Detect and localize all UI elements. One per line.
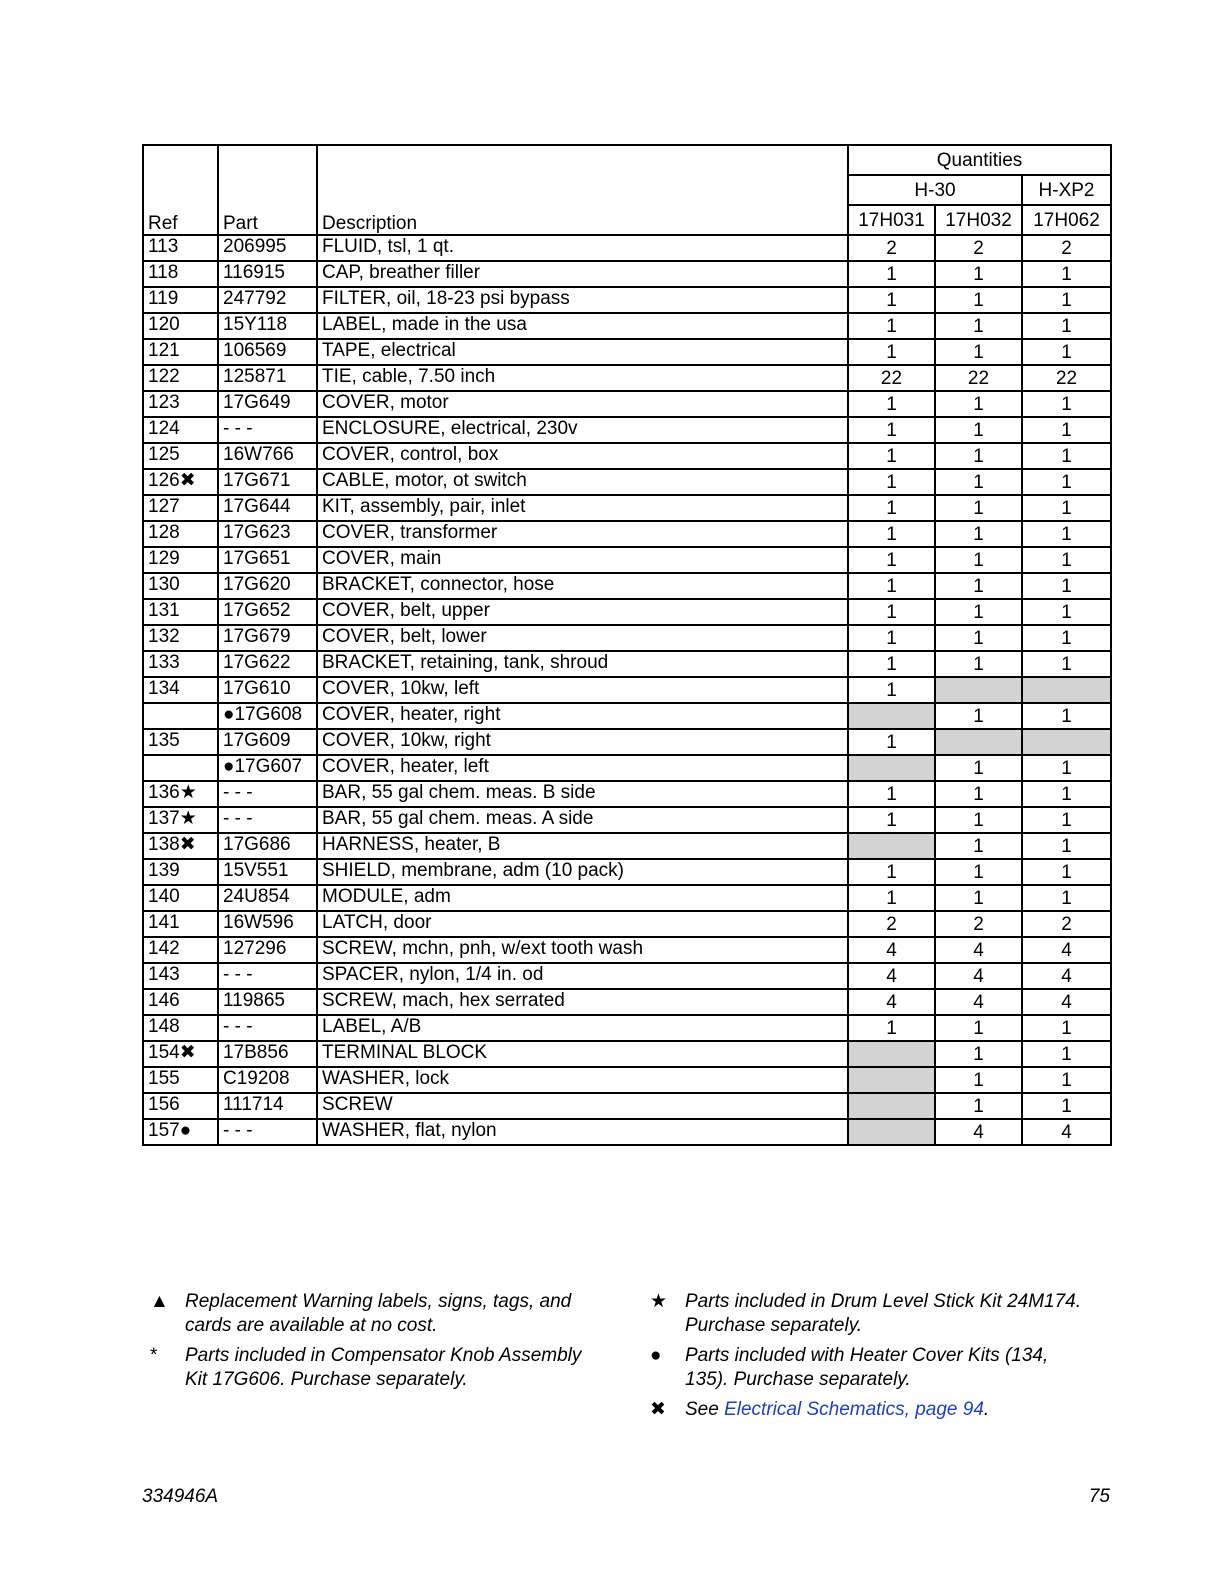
quantity-cell: 1 xyxy=(935,313,1022,339)
star-icon: ★ xyxy=(650,1291,668,1312)
quantity-cell: 4 xyxy=(848,963,935,989)
quantity-cell: 1 xyxy=(848,443,935,469)
quantity-cell: 1 xyxy=(1022,599,1111,625)
part-cell: 125871 xyxy=(218,365,317,391)
quantity-cell: 1 xyxy=(1022,807,1111,833)
ref-cell: 136★ xyxy=(143,781,218,807)
quantity-cell: 1 xyxy=(935,651,1022,677)
part-cell: 16W596 xyxy=(218,911,317,937)
quantity-cell: 1 xyxy=(848,1015,935,1041)
table-row xyxy=(143,443,1111,469)
quantity-cell: 1 xyxy=(1022,833,1111,859)
quantity-cell: 1 xyxy=(935,521,1022,547)
quantity-cell: 4 xyxy=(1022,1119,1111,1145)
description-cell: COVER, belt, lower xyxy=(317,625,848,651)
quantity-cell: 1 xyxy=(1022,1067,1111,1093)
part-cell: 116915 xyxy=(218,261,317,287)
quantity-cell: 1 xyxy=(848,859,935,885)
electrical-schematics-link[interactable]: Electrical Schematics, page 94 xyxy=(724,1399,984,1420)
footnote-text: Parts included with Heater Cover Kits (134, xyxy=(685,1345,1049,1366)
table-row xyxy=(143,1119,1111,1145)
quantity-cell: 2 xyxy=(935,911,1022,937)
quantity-cell: 1 xyxy=(848,469,935,495)
quantity-cell: 4 xyxy=(935,937,1022,963)
header-model: 17H032 xyxy=(935,205,1022,235)
footnote-text: cards are available at no cost. xyxy=(185,1315,438,1336)
quantity-cell: 1 xyxy=(935,1041,1022,1067)
part-cell: 17B856 xyxy=(218,1041,317,1067)
description-cell: SCREW xyxy=(317,1093,848,1119)
table-row xyxy=(143,755,1111,781)
quantity-cell: 4 xyxy=(848,989,935,1015)
footnote-text: Purchase separately. xyxy=(685,1315,863,1336)
description-cell: BRACKET, connector, hose xyxy=(317,573,848,599)
part-cell: 119865 xyxy=(218,989,317,1015)
header-description: Description xyxy=(317,145,848,235)
ref-cell: 127 xyxy=(143,495,218,521)
quantity-cell xyxy=(848,1119,935,1145)
quantity-cell: 1 xyxy=(1022,1093,1111,1119)
table-row xyxy=(143,703,1111,729)
ref-cell: 132 xyxy=(143,625,218,651)
part-cell: 17G686 xyxy=(218,833,317,859)
table-row xyxy=(143,417,1111,443)
ref-cell xyxy=(143,755,218,781)
quantity-cell: 1 xyxy=(935,859,1022,885)
ref-cell: 157● xyxy=(143,1119,218,1145)
quantity-cell: 1 xyxy=(1022,625,1111,651)
ref-cell: 137★ xyxy=(143,807,218,833)
table-row xyxy=(143,339,1111,365)
quantity-cell xyxy=(848,1067,935,1093)
quantity-cell: 1 xyxy=(848,417,935,443)
ref-cell: 120 xyxy=(143,313,218,339)
description-cell: CABLE, motor, ot switch xyxy=(317,469,848,495)
ref-cell: 138✖ xyxy=(143,833,218,859)
quantity-cell: 1 xyxy=(1022,885,1111,911)
quantity-cell: 1 xyxy=(935,261,1022,287)
description-cell: COVER, heater, left xyxy=(317,755,848,781)
ref-cell: 141 xyxy=(143,911,218,937)
quantity-cell: 4 xyxy=(1022,989,1111,1015)
ref-cell: 118 xyxy=(143,261,218,287)
table-row xyxy=(143,391,1111,417)
quantity-cell xyxy=(1022,677,1111,703)
table-row xyxy=(143,365,1111,391)
quantity-cell: 1 xyxy=(848,677,935,703)
part-cell: - - - xyxy=(218,417,317,443)
description-cell: BAR, 55 gal chem. meas. B side xyxy=(317,781,848,807)
table-row xyxy=(143,1041,1111,1067)
header-group-h30: H-30 xyxy=(848,175,1022,205)
description-cell: CAP, breather filler xyxy=(317,261,848,287)
description-cell: COVER, 10kw, left xyxy=(317,677,848,703)
quantity-cell: 4 xyxy=(1022,963,1111,989)
part-cell: - - - xyxy=(218,807,317,833)
part-cell: 17G609 xyxy=(218,729,317,755)
quantity-cell: 1 xyxy=(1022,781,1111,807)
quantity-cell: 2 xyxy=(848,911,935,937)
table-row xyxy=(143,859,1111,885)
table-row xyxy=(143,235,1111,261)
table-row xyxy=(143,651,1111,677)
ref-cell: 143 xyxy=(143,963,218,989)
quantity-cell: 22 xyxy=(1022,365,1111,391)
quantity-cell: 1 xyxy=(935,599,1022,625)
quantity-cell: 1 xyxy=(935,287,1022,313)
description-cell: KIT, assembly, pair, inlet xyxy=(317,495,848,521)
description-cell: WASHER, flat, nylon xyxy=(317,1119,848,1145)
quantity-cell: 1 xyxy=(848,495,935,521)
quantity-cell: 1 xyxy=(935,1015,1022,1041)
table-row xyxy=(143,469,1111,495)
table-row xyxy=(143,937,1111,963)
ref-cell: 134 xyxy=(143,677,218,703)
ref-cell: 126✖ xyxy=(143,469,218,495)
description-cell: COVER, heater, right xyxy=(317,703,848,729)
quantity-cell: 1 xyxy=(935,781,1022,807)
ref-cell: 131 xyxy=(143,599,218,625)
part-cell: C19208 xyxy=(218,1067,317,1093)
quantity-cell xyxy=(935,677,1022,703)
description-cell: SHIELD, membrane, adm (10 pack) xyxy=(317,859,848,885)
header-row-quantities xyxy=(143,145,1111,175)
part-cell: 17G671 xyxy=(218,469,317,495)
part-cell: 111714 xyxy=(218,1093,317,1119)
description-cell: COVER, motor xyxy=(317,391,848,417)
ref-cell: 140 xyxy=(143,885,218,911)
ref-cell: 121 xyxy=(143,339,218,365)
header-quantities: Quantities xyxy=(848,145,1111,175)
description-cell: SCREW, mchn, pnh, w/ext tooth wash xyxy=(317,937,848,963)
quantity-cell: 1 xyxy=(1022,1041,1111,1067)
part-cell: 247792 xyxy=(218,287,317,313)
description-cell: HARNESS, heater, B xyxy=(317,833,848,859)
description-cell: TERMINAL BLOCK xyxy=(317,1041,848,1067)
quantity-cell xyxy=(848,1093,935,1119)
quantity-cell xyxy=(848,755,935,781)
quantity-cell: 1 xyxy=(1022,573,1111,599)
part-cell: - - - xyxy=(218,1119,317,1145)
quantity-cell: 1 xyxy=(1022,417,1111,443)
quantity-cell: 4 xyxy=(848,937,935,963)
part-cell: 17G623 xyxy=(218,521,317,547)
quantity-cell: 1 xyxy=(848,573,935,599)
quantity-cell: 1 xyxy=(848,261,935,287)
part-cell: ●17G607 xyxy=(218,755,317,781)
header-ref: Ref xyxy=(143,145,218,235)
quantity-cell: 1 xyxy=(848,625,935,651)
quantity-cell: 1 xyxy=(935,833,1022,859)
footnote-text: Kit 17G606. Purchase separately. xyxy=(185,1369,468,1390)
quantity-cell: 1 xyxy=(1022,495,1111,521)
ref-cell: 124 xyxy=(143,417,218,443)
quantity-cell: 1 xyxy=(848,287,935,313)
table-row xyxy=(143,963,1111,989)
ref-cell: 113 xyxy=(143,235,218,261)
ref-cell: 155 xyxy=(143,1067,218,1093)
quantity-cell: 2 xyxy=(848,235,935,261)
table-row xyxy=(143,313,1111,339)
part-cell: 17G622 xyxy=(218,651,317,677)
quantity-cell: 1 xyxy=(1022,859,1111,885)
part-cell: 127296 xyxy=(218,937,317,963)
ref-cell: 123 xyxy=(143,391,218,417)
table-row xyxy=(143,1015,1111,1041)
table-row xyxy=(143,781,1111,807)
description-cell: SCREW, mach, hex serrated xyxy=(317,989,848,1015)
description-cell: FLUID, tsl, 1 qt. xyxy=(317,235,848,261)
quantity-cell: 1 xyxy=(935,573,1022,599)
description-cell: COVER, belt, upper xyxy=(317,599,848,625)
part-cell: ●17G608 xyxy=(218,703,317,729)
quantity-cell: 1 xyxy=(848,391,935,417)
quantity-cell: 1 xyxy=(848,651,935,677)
part-cell: 15V551 xyxy=(218,859,317,885)
quantity-cell: 1 xyxy=(1022,469,1111,495)
description-cell: TIE, cable, 7.50 inch xyxy=(317,365,848,391)
part-cell: 106569 xyxy=(218,339,317,365)
quantity-cell xyxy=(848,833,935,859)
quantity-cell: 22 xyxy=(935,365,1022,391)
ref-cell: 142 xyxy=(143,937,218,963)
asterisk-icon: * xyxy=(150,1345,158,1366)
quantity-cell xyxy=(848,1041,935,1067)
part-cell: 17G679 xyxy=(218,625,317,651)
header-part: Part xyxy=(218,145,317,235)
header-model: 17H031 xyxy=(848,205,935,235)
quantity-cell: 22 xyxy=(848,365,935,391)
quantity-cell: 1 xyxy=(935,417,1022,443)
quantity-cell: 1 xyxy=(935,339,1022,365)
quantity-cell: 1 xyxy=(848,313,935,339)
ref-cell: 146 xyxy=(143,989,218,1015)
table-row xyxy=(143,677,1111,703)
quantity-cell xyxy=(1022,729,1111,755)
footnote-text: . xyxy=(983,1399,990,1420)
part-cell: 17G610 xyxy=(218,677,317,703)
quantity-cell: 1 xyxy=(1022,547,1111,573)
quantity-cell: 1 xyxy=(935,755,1022,781)
description-cell: MODULE, adm xyxy=(317,885,848,911)
parts-table xyxy=(142,144,1112,1146)
quantity-cell: 1 xyxy=(848,547,935,573)
table-row xyxy=(143,521,1111,547)
description-cell: LABEL, A/B xyxy=(317,1015,848,1041)
table-row xyxy=(143,547,1111,573)
ref-cell: 128 xyxy=(143,521,218,547)
quantity-cell: 1 xyxy=(1022,521,1111,547)
ref-cell: 122 xyxy=(143,365,218,391)
part-cell: 17G652 xyxy=(218,599,317,625)
footnote-text: 135). Purchase separately. xyxy=(685,1369,911,1390)
part-cell: 17G649 xyxy=(218,391,317,417)
footnote-text: Parts included in Drum Level Stick Kit 24M174. xyxy=(685,1291,1082,1312)
quantity-cell: 4 xyxy=(935,963,1022,989)
quantity-cell: 2 xyxy=(1022,911,1111,937)
table-row xyxy=(143,261,1111,287)
description-cell: LATCH, door xyxy=(317,911,848,937)
footnote-text: Replacement Warning labels, signs, tags, and xyxy=(185,1291,572,1312)
quantity-cell: 4 xyxy=(1022,937,1111,963)
footnote-text: See xyxy=(685,1399,725,1420)
header-model: 17H062 xyxy=(1022,205,1111,235)
ref-cell: 154✖ xyxy=(143,1041,218,1067)
quantity-cell: 1 xyxy=(935,703,1022,729)
table-row xyxy=(143,599,1111,625)
quantity-cell: 1 xyxy=(848,781,935,807)
part-cell: 17G651 xyxy=(218,547,317,573)
triangle-icon: ▲ xyxy=(150,1291,169,1312)
quantity-cell: 1 xyxy=(848,729,935,755)
part-cell: - - - xyxy=(218,963,317,989)
quantity-cell: 1 xyxy=(848,885,935,911)
quantity-cell: 1 xyxy=(1022,651,1111,677)
description-cell: COVER, main xyxy=(317,547,848,573)
table-row xyxy=(143,1093,1111,1119)
quantity-cell: 1 xyxy=(1022,391,1111,417)
table-row xyxy=(143,807,1111,833)
cross-icon: ✖ xyxy=(650,1399,666,1420)
part-cell: 16W766 xyxy=(218,443,317,469)
quantity-cell: 1 xyxy=(935,625,1022,651)
description-cell: BAR, 55 gal chem. meas. A side xyxy=(317,807,848,833)
ref-cell: 135 xyxy=(143,729,218,755)
description-cell: BRACKET, retaining, tank, shroud xyxy=(317,651,848,677)
document-number: 334946A xyxy=(142,1486,219,1507)
table-row xyxy=(143,911,1111,937)
table-row xyxy=(143,989,1111,1015)
quantity-cell: 1 xyxy=(1022,339,1111,365)
quantity-cell: 1 xyxy=(848,339,935,365)
quantity-cell: 1 xyxy=(1022,1015,1111,1041)
part-cell: - - - xyxy=(218,781,317,807)
description-cell: TAPE, electrical xyxy=(317,339,848,365)
table-row xyxy=(143,885,1111,911)
description-cell: WASHER, lock xyxy=(317,1067,848,1093)
quantity-cell: 2 xyxy=(935,235,1022,261)
quantity-cell xyxy=(935,729,1022,755)
quantity-cell: 1 xyxy=(935,443,1022,469)
bullet-dot-icon: ● xyxy=(650,1345,662,1366)
quantity-cell: 1 xyxy=(1022,287,1111,313)
description-cell: LABEL, made in the usa xyxy=(317,313,848,339)
table-row xyxy=(143,729,1111,755)
quantity-cell: 1 xyxy=(935,391,1022,417)
footnote-text: Parts included in Compensator Knob Assembly xyxy=(185,1345,582,1366)
quantity-cell: 1 xyxy=(935,469,1022,495)
table-row xyxy=(143,573,1111,599)
description-cell: COVER, control, box xyxy=(317,443,848,469)
description-cell: SPACER, nylon, 1/4 in. od xyxy=(317,963,848,989)
part-cell: 17G644 xyxy=(218,495,317,521)
quantity-cell: 2 xyxy=(1022,235,1111,261)
table-row xyxy=(143,495,1111,521)
quantity-cell: 1 xyxy=(1022,313,1111,339)
header-group-hxp2: H-XP2 xyxy=(1022,175,1111,205)
quantity-cell xyxy=(848,703,935,729)
quantity-cell: 1 xyxy=(935,495,1022,521)
table-row xyxy=(143,625,1111,651)
ref-cell: 139 xyxy=(143,859,218,885)
quantity-cell: 1 xyxy=(848,599,935,625)
quantity-cell: 1 xyxy=(935,547,1022,573)
quantity-cell: 1 xyxy=(1022,703,1111,729)
quantity-cell: 1 xyxy=(1022,443,1111,469)
table-row xyxy=(143,1067,1111,1093)
ref-cell: 133 xyxy=(143,651,218,677)
page-number: 75 xyxy=(1088,1486,1110,1507)
description-cell: FILTER, oil, 18-23 psi bypass xyxy=(317,287,848,313)
description-cell: COVER, 10kw, right xyxy=(317,729,848,755)
part-cell: 206995 xyxy=(218,235,317,261)
ref-cell xyxy=(143,703,218,729)
quantity-cell: 1 xyxy=(1022,261,1111,287)
part-cell: 17G620 xyxy=(218,573,317,599)
ref-cell: 125 xyxy=(143,443,218,469)
ref-cell: 129 xyxy=(143,547,218,573)
quantity-cell: 1 xyxy=(1022,755,1111,781)
ref-cell: 119 xyxy=(143,287,218,313)
part-cell: 15Y118 xyxy=(218,313,317,339)
ref-cell: 156 xyxy=(143,1093,218,1119)
quantity-cell: 1 xyxy=(935,1067,1022,1093)
quantity-cell: 1 xyxy=(848,521,935,547)
description-cell: COVER, transformer xyxy=(317,521,848,547)
table-row xyxy=(143,833,1111,859)
quantity-cell: 1 xyxy=(848,807,935,833)
quantity-cell: 4 xyxy=(935,1119,1022,1145)
part-cell: 24U854 xyxy=(218,885,317,911)
part-cell: - - - xyxy=(218,1015,317,1041)
quantity-cell: 1 xyxy=(935,885,1022,911)
quantity-cell: 4 xyxy=(935,989,1022,1015)
description-cell: ENCLOSURE, electrical, 230v xyxy=(317,417,848,443)
table-row xyxy=(143,287,1111,313)
quantity-cell: 1 xyxy=(935,1093,1022,1119)
quantity-cell: 1 xyxy=(935,807,1022,833)
ref-cell: 148 xyxy=(143,1015,218,1041)
ref-cell: 130 xyxy=(143,573,218,599)
